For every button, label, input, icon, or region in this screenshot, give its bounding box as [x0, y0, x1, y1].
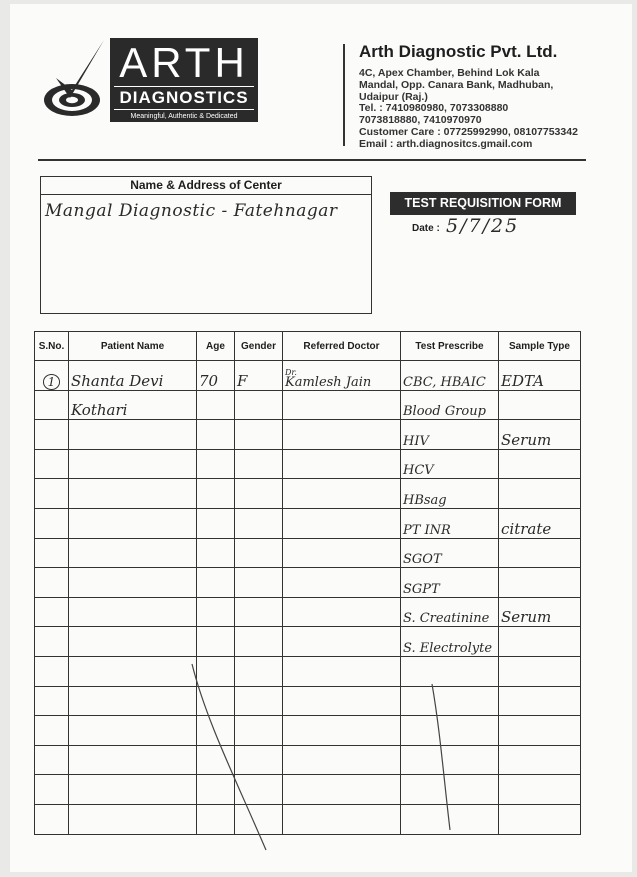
table-row: [35, 775, 581, 805]
sno-cell: [35, 627, 69, 657]
age-cell: [197, 804, 235, 834]
sno-cell: [35, 361, 69, 391]
gender-cell: [235, 568, 283, 598]
age-cell: [197, 656, 235, 686]
sample-cell: [499, 597, 581, 627]
age-cell: [197, 686, 235, 716]
gender-cell: [235, 508, 283, 538]
table-row: [35, 656, 581, 686]
table-row: [35, 361, 581, 391]
doctor-prefix: Dr.: [285, 367, 297, 377]
date-value: 5/7/25: [446, 215, 520, 237]
address-line: Udaipur (Raj.): [359, 90, 428, 103]
patient-cell: [69, 775, 197, 805]
gender-cell: [235, 597, 283, 627]
sample-cell: [499, 390, 581, 420]
test-cell: [401, 568, 499, 598]
test-value: SGPT: [403, 581, 440, 597]
gender-cell: [235, 716, 283, 746]
patient-value: Shanta Devi: [71, 371, 164, 390]
test-cell: [401, 390, 499, 420]
test-cell: [401, 686, 499, 716]
company-address: [359, 68, 578, 151]
sno-value: 1: [43, 374, 61, 390]
doctor-value: Kamlesh Jain: [285, 374, 372, 390]
table-row: [35, 745, 581, 775]
test-cell: [401, 775, 499, 805]
table-row: [35, 568, 581, 598]
age-cell: [197, 597, 235, 627]
doctor-cell: [283, 804, 401, 834]
doctor-cell: [283, 390, 401, 420]
sno-cell: [35, 508, 69, 538]
gender-cell: [235, 745, 283, 775]
test-cell: [401, 597, 499, 627]
patient-value: Kothari: [71, 401, 128, 420]
age-cell: [197, 479, 235, 509]
test-cell: [401, 627, 499, 657]
doctor-cell: [283, 716, 401, 746]
patient-cell: [69, 568, 197, 598]
sample-cell: [499, 716, 581, 746]
sample-cell: [499, 775, 581, 805]
table-row: [35, 449, 581, 479]
doctor-cell: [283, 686, 401, 716]
age-cell: [197, 627, 235, 657]
sno-cell: [35, 479, 69, 509]
test-value: S. Creatinine: [403, 611, 490, 627]
test-value: S. Electrolyte: [403, 640, 493, 656]
sno-cell: [35, 656, 69, 686]
gender-cell: [235, 627, 283, 657]
doctor-cell: [283, 508, 401, 538]
sno-cell: [35, 568, 69, 598]
header-rule: [38, 159, 586, 161]
table-row: [35, 508, 581, 538]
table-row: [35, 716, 581, 746]
address-line: Tel. : 7410980980, 7073308880: [359, 102, 509, 115]
requisition-table: [34, 331, 581, 835]
doctor-cell: [283, 568, 401, 598]
age-cell: [197, 745, 235, 775]
column-header-sample-type: Sample Type: [499, 332, 581, 361]
test-value: PT INR: [403, 522, 451, 538]
doctor-cell: [283, 361, 401, 391]
age-cell: [197, 449, 235, 479]
sno-cell: [35, 390, 69, 420]
test-value: HCV: [403, 463, 434, 479]
sno-cell: [35, 775, 69, 805]
gender-cell: [235, 804, 283, 834]
column-header-referred-doctor: Referred Doctor: [283, 332, 401, 361]
table-header-row: [35, 332, 581, 361]
logo-subtitle: DIAGNOSTICS: [114, 86, 254, 110]
test-cell: [401, 656, 499, 686]
test-value: HIV: [403, 433, 429, 449]
patient-cell: [69, 716, 197, 746]
patient-cell: [69, 508, 197, 538]
test-value: HBsag: [403, 492, 447, 508]
sample-value: Serum: [501, 608, 552, 627]
table-row: [35, 390, 581, 420]
age-cell: [197, 716, 235, 746]
sample-value: EDTA: [501, 371, 544, 390]
patient-cell: [69, 686, 197, 716]
gender-cell: [235, 390, 283, 420]
sample-value: citrate: [501, 519, 552, 538]
sno-cell: [35, 686, 69, 716]
sno-cell: [35, 716, 69, 746]
age-value: 70: [199, 371, 219, 390]
age-cell: [197, 775, 235, 805]
patient-cell: [69, 745, 197, 775]
doctor-cell: [283, 775, 401, 805]
table-row: [35, 538, 581, 568]
age-cell: [197, 390, 235, 420]
gender-cell: [235, 479, 283, 509]
test-cell: [401, 804, 499, 834]
table-row: [35, 804, 581, 834]
column-header-test-prescribe: Test Prescribe: [401, 332, 499, 361]
patient-cell: [69, 361, 197, 391]
age-cell: [197, 508, 235, 538]
table-row: [35, 686, 581, 716]
header-divider: [343, 44, 345, 146]
address-line: 4C, Apex Chamber, Behind Lok Kala: [359, 67, 540, 79]
table-row: [35, 479, 581, 509]
patient-cell: [69, 479, 197, 509]
doctor-cell: [283, 420, 401, 450]
gender-cell: [235, 686, 283, 716]
sno-cell: [35, 420, 69, 450]
doctor-cell: [283, 627, 401, 657]
doctor-cell: [283, 656, 401, 686]
age-cell: [197, 361, 235, 391]
date-label: Date :: [412, 223, 440, 234]
table-row: [35, 597, 581, 627]
form-title: TEST REQUISITION FORM: [390, 192, 576, 215]
gender-value: F: [237, 371, 248, 390]
sno-cell: [35, 804, 69, 834]
sample-cell: [499, 745, 581, 775]
sample-value: Serum: [501, 430, 552, 449]
target-check-logo-icon: [42, 38, 108, 120]
sample-cell: [499, 656, 581, 686]
table-row: [35, 420, 581, 450]
table-row: [35, 627, 581, 657]
logo-tagline: Meaningful, Authentic & Dedicated: [130, 113, 238, 120]
logo-word: ARTH: [119, 39, 249, 86]
address-line: Email : arth.diagnositcs.gmail.com: [359, 137, 533, 150]
sample-cell: [499, 420, 581, 450]
column-header-age: Age: [197, 332, 235, 361]
column-header-patient-name: Patient Name: [69, 332, 197, 361]
center-value: Mangal Diagnostic - Fatehnagar: [45, 201, 338, 221]
sample-cell: [499, 449, 581, 479]
test-value: Blood Group: [403, 404, 486, 420]
patient-cell: [69, 597, 197, 627]
test-cell: [401, 508, 499, 538]
doctor-cell: [283, 479, 401, 509]
sno-cell: [35, 538, 69, 568]
doctor-cell: [283, 538, 401, 568]
test-cell: [401, 538, 499, 568]
patient-cell: [69, 804, 197, 834]
doctor-cell: [283, 745, 401, 775]
sample-cell: [499, 508, 581, 538]
test-cell: [401, 745, 499, 775]
test-value: CBC, HBAIC: [403, 374, 486, 390]
test-cell: [401, 479, 499, 509]
patient-cell: [69, 627, 197, 657]
patient-cell: [69, 656, 197, 686]
patient-cell: [69, 449, 197, 479]
gender-cell: [235, 420, 283, 450]
address-line: 7073818880, 7410970970: [359, 114, 482, 127]
sample-cell: [499, 538, 581, 568]
sno-cell: [35, 449, 69, 479]
gender-cell: [235, 656, 283, 686]
gender-cell: [235, 775, 283, 805]
brand-logo: [110, 38, 258, 122]
address-line: Mandal, Opp. Canara Bank, Madhuban,: [359, 78, 554, 91]
center-label: Name & Address of Center: [41, 177, 371, 195]
test-value: SGOT: [403, 552, 442, 568]
center-box: [40, 176, 372, 314]
gender-cell: [235, 449, 283, 479]
test-cell: [401, 716, 499, 746]
sample-cell: [499, 361, 581, 391]
sample-cell: [499, 479, 581, 509]
gender-cell: [235, 361, 283, 391]
column-header-gender: Gender: [235, 332, 283, 361]
doctor-cell: [283, 597, 401, 627]
company-name: Arth Diagnostic Pvt. Ltd.: [359, 42, 558, 61]
doctor-cell: [283, 449, 401, 479]
address-line: Customer Care : 07725992990, 08107753342: [359, 125, 578, 138]
sample-cell: [499, 568, 581, 598]
patient-cell: [69, 538, 197, 568]
sample-cell: [499, 627, 581, 657]
column-header-sno: S.No.: [35, 332, 69, 361]
age-cell: [197, 538, 235, 568]
age-cell: [197, 568, 235, 598]
test-cell: [401, 420, 499, 450]
sample-cell: [499, 686, 581, 716]
patient-cell: [69, 390, 197, 420]
age-cell: [197, 420, 235, 450]
test-cell: [401, 361, 499, 391]
sno-cell: [35, 597, 69, 627]
gender-cell: [235, 538, 283, 568]
table-body: [35, 361, 581, 835]
patient-cell: [69, 420, 197, 450]
test-cell: [401, 449, 499, 479]
sample-cell: [499, 804, 581, 834]
sno-cell: [35, 745, 69, 775]
